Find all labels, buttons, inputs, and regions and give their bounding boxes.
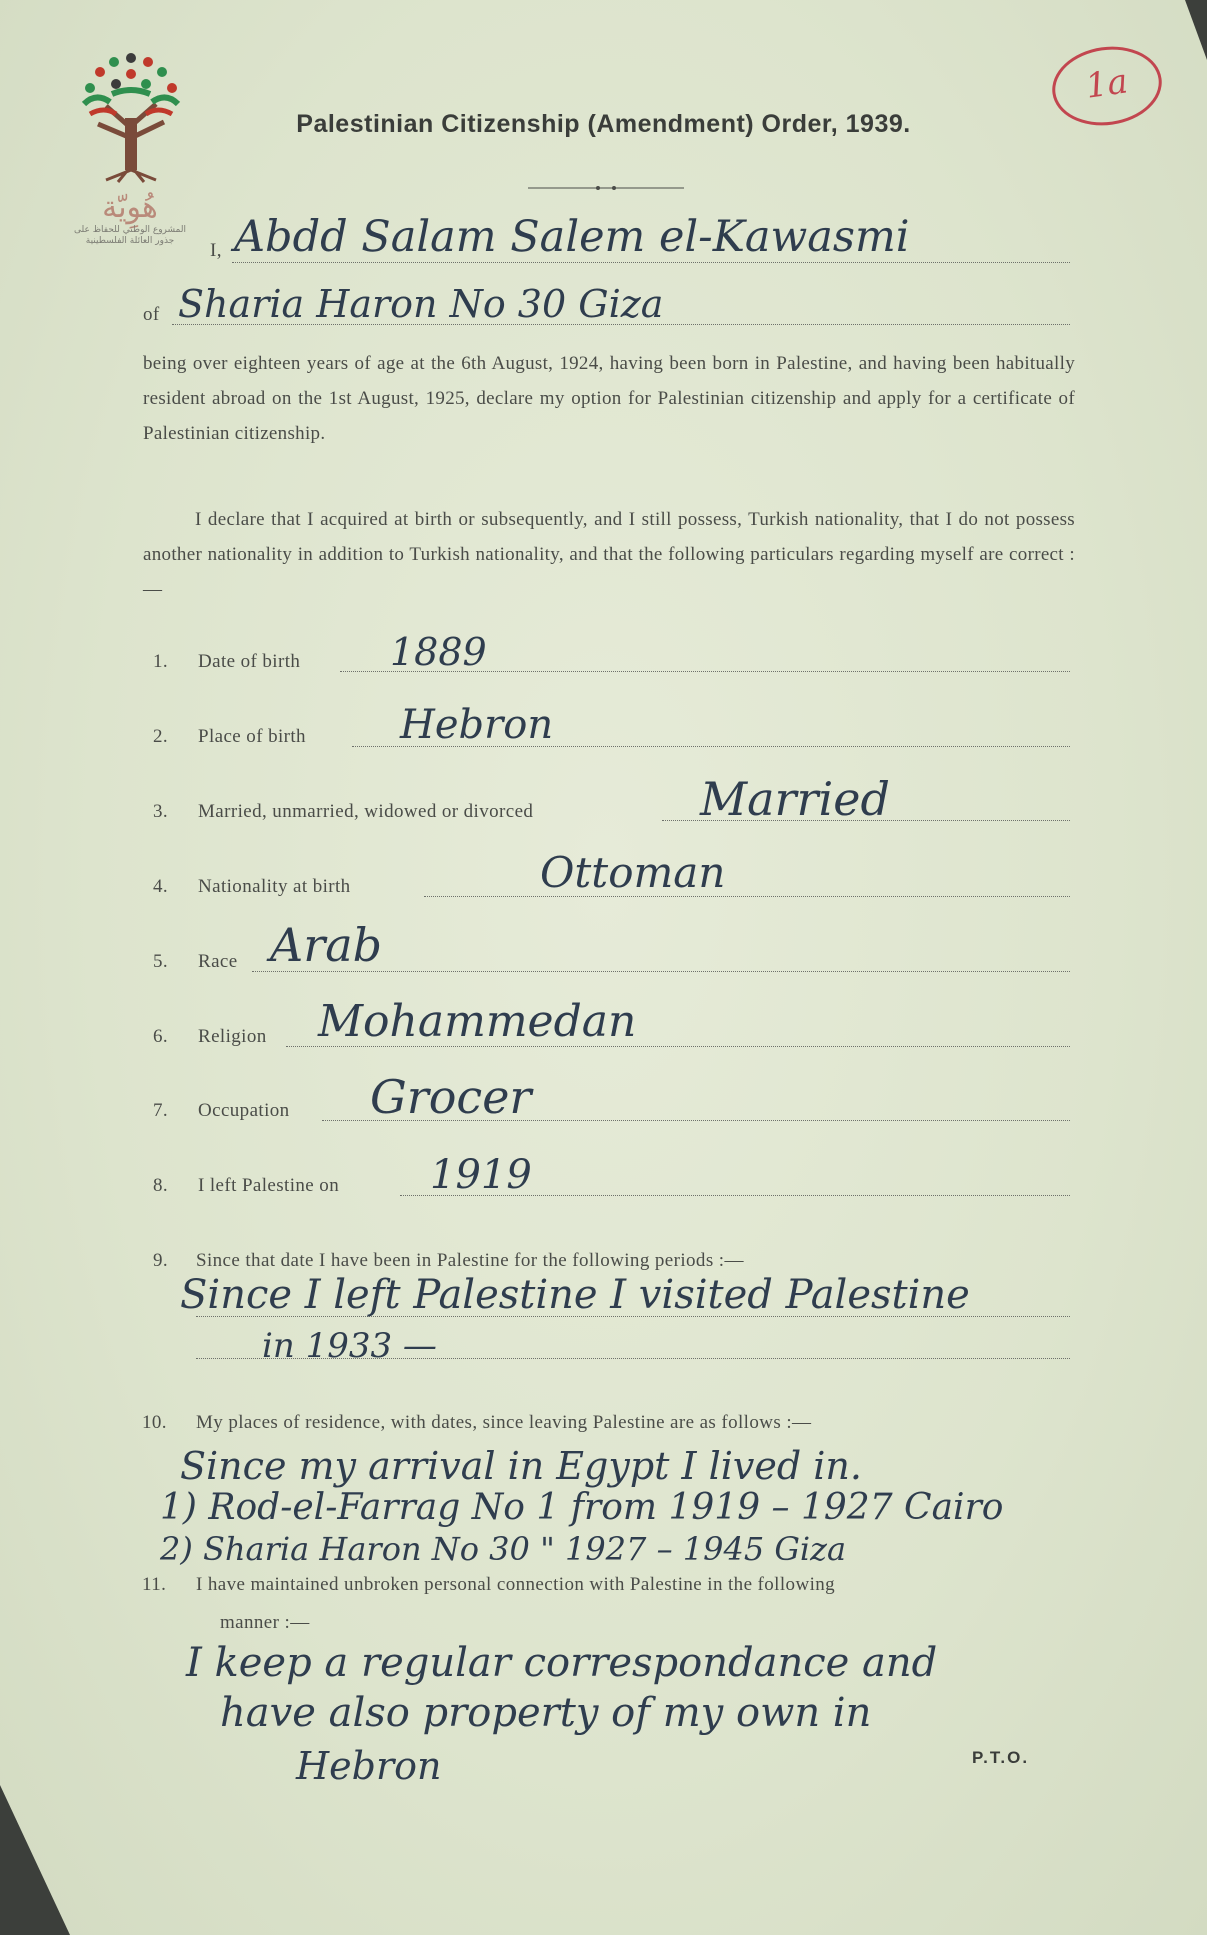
item-4-label: Nationality at birth — [198, 876, 351, 897]
logo-arabic-caption: هُوِيّة — [102, 190, 158, 225]
item-9-answer-1: Since I left Palestine I visited Palestine — [180, 1272, 970, 1318]
item-6-label: Religion — [198, 1026, 267, 1047]
item-8-value: 1919 — [430, 1152, 532, 1198]
item-11-answer-3: Hebron — [296, 1744, 442, 1788]
item-4-line — [424, 896, 1070, 897]
item-10-number: 10. — [142, 1412, 167, 1433]
item-3-number: 3. — [153, 801, 169, 822]
item-9-answer-2: in 1933 — — [262, 1326, 437, 1366]
item-6-value: Mohammedan — [318, 996, 637, 1047]
item-3-label: Married, unmarried, widowed or divorced — [198, 801, 534, 822]
item-5-number: 5. — [153, 951, 169, 972]
item-5-value: Arab — [270, 918, 383, 972]
item-4-number: 4. — [153, 876, 169, 897]
page-title: Palestinian Citizenship (Amendment) Order, 1939. — [296, 110, 911, 138]
item-5-label: Race — [198, 951, 238, 972]
item-8-number: 8. — [153, 1175, 169, 1196]
declarant-name: Abdd Salam Salem el-Kawasmi — [234, 212, 910, 262]
page-corner-top — [1185, 0, 1207, 60]
item-7-number: 7. — [153, 1100, 169, 1121]
page-number-text: 1a — [1083, 61, 1131, 107]
declaration-paragraph-1: being over eighteen years of age at the 6th August, 1924, having been born in Palestine, and having been habitually resident abroad on the 1st August, 1925, declare my option for Palestinian citizenship and apply for a certificate of Palestinian citizenship. — [143, 353, 1075, 444]
name-line — [232, 262, 1070, 263]
title-ornament — [528, 185, 684, 191]
item-2-label: Place of birth — [198, 726, 306, 747]
heritage-logo — [70, 48, 190, 268]
item-2-number: 2. — [153, 726, 169, 747]
item-3-value: Married — [700, 772, 890, 826]
item-1-label: Date of birth — [198, 651, 301, 672]
item-11-label-cont: manner :— — [220, 1612, 310, 1633]
declaration-paragraph-2: I declare that I acquired at birth or subsequently, and I still possess, Turkish nationality, that I do not possess another nationality in addition to Turkish nationality, and that the following particulars regarding myself are correct :— — [143, 509, 1075, 600]
page-corner-bottom — [0, 1785, 70, 1935]
item-4-value: Ottoman — [540, 848, 726, 897]
item-10-answer-1: Since my arrival in Egypt I lived in. — [180, 1444, 862, 1488]
item-1-number: 1. — [153, 651, 169, 672]
item-11-answer-1: I keep a regular correspondance and — [186, 1640, 938, 1686]
item-1-value: 1889 — [390, 630, 487, 674]
logo-arabic-subcaption: المشروع الوطني للحفاظ على جذور العائلة الفلسطينية — [73, 225, 186, 246]
name-prefix: I, — [210, 240, 222, 261]
item-9-number: 9. — [153, 1250, 169, 1271]
please-turn-over: P.T.O. — [972, 1748, 1030, 1767]
item-2-value: Hebron — [400, 702, 554, 748]
item-10-answer-2: 1) Rod-el-Farrag No 1 from 1919 – 1927 Cairo — [160, 1487, 1004, 1528]
item-10-answer-3: 2) Sharia Haron No 30 " 1927 – 1945 Giza — [160, 1530, 847, 1568]
declarant-address: Sharia Haron No 30 Giza — [178, 282, 664, 326]
item-7-label: Occupation — [198, 1100, 290, 1121]
item-6-number: 6. — [153, 1026, 169, 1047]
item-8-label: I left Palestine on — [198, 1175, 340, 1196]
item-11-number: 11. — [142, 1574, 167, 1595]
item-9-label: Since that date I have been in Palestine for the following periods :— — [196, 1250, 744, 1271]
address-prefix: of — [143, 304, 160, 325]
item-11-answer-2: have also property of my own in — [220, 1690, 872, 1736]
item-7-value: Grocer — [370, 1070, 532, 1124]
item-11-label: I have maintained unbroken personal connection with Palestine in the following — [196, 1574, 836, 1595]
item-10-label: My places of residence, with dates, since leaving Palestine are as follows :— — [196, 1412, 812, 1433]
